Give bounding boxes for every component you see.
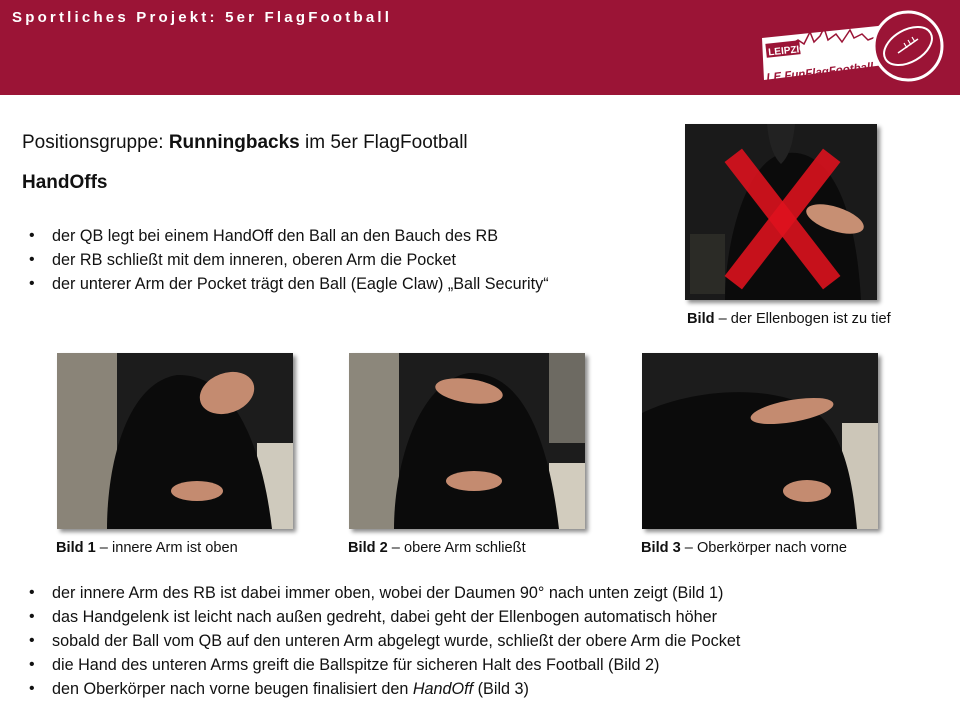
list-item: • den Oberkörper nach vorne beugen finalisiert den HandOff (Bild 3) [22,677,740,701]
list-item: • der unterer Arm der Pocket trägt den Ball (Eagle Claw) „Ball Security“ [22,272,549,296]
page-title [22,132,468,154]
photo-2 [349,353,585,529]
list-item: • der RB schließt mit dem inneren, oberen Arm die Pocket [22,248,549,272]
caption-photo-2: Bild 2 – obere Arm schließt [348,540,526,556]
header-bar [0,0,960,95]
caption-photo-top: Bild – der Ellenbogen ist zu tief [687,311,891,327]
logo-name-text: LE FunFlagFootball [765,61,874,85]
photo-3 [642,353,878,529]
title-prefix: Positionsgruppe: [22,132,169,153]
photo-1 [57,353,293,529]
section-title: HandOffs [22,172,108,193]
list-item: • das Handgelenk ist leicht nach außen gedreht, dabei geht der Ellenbogen automatisch höher [22,605,740,629]
caption-photo-3: Bild 3 – Oberkörper nach vorne [641,540,848,556]
list-item: • die Hand des unteren Arms greift die Ballspitze für sicheren Halt des Football (Bild 2) [22,653,740,677]
bullet-list-bottom [22,581,740,701]
list-item: • sobald der Ball vom QB auf den unteren Arm abgelegt wurde, schließt der obere Arm die Pocket [22,629,740,653]
caption-photo-1: Bild 1 – innere Arm ist oben [56,540,238,556]
bullet-list-top [22,224,549,296]
title-bold: Runningbacks [168,132,300,153]
photo-elbow-too-low [685,124,877,300]
list-item: • der QB legt bei einem HandOff den Ball an den Bauch des RB [22,224,549,248]
le-funflagfootball-logo [758,6,944,88]
title-suffix: im 5er FlagFootball [299,132,468,153]
list-item: • der innere Arm des RB ist dabei immer oben, wobei der Daumen 90° nach unten zeigt (Bild 1) [22,581,740,605]
logo-city-text: LEIPZIG [767,43,808,59]
header-title: Sportliches Projekt: 5er FlagFootball [12,9,393,26]
